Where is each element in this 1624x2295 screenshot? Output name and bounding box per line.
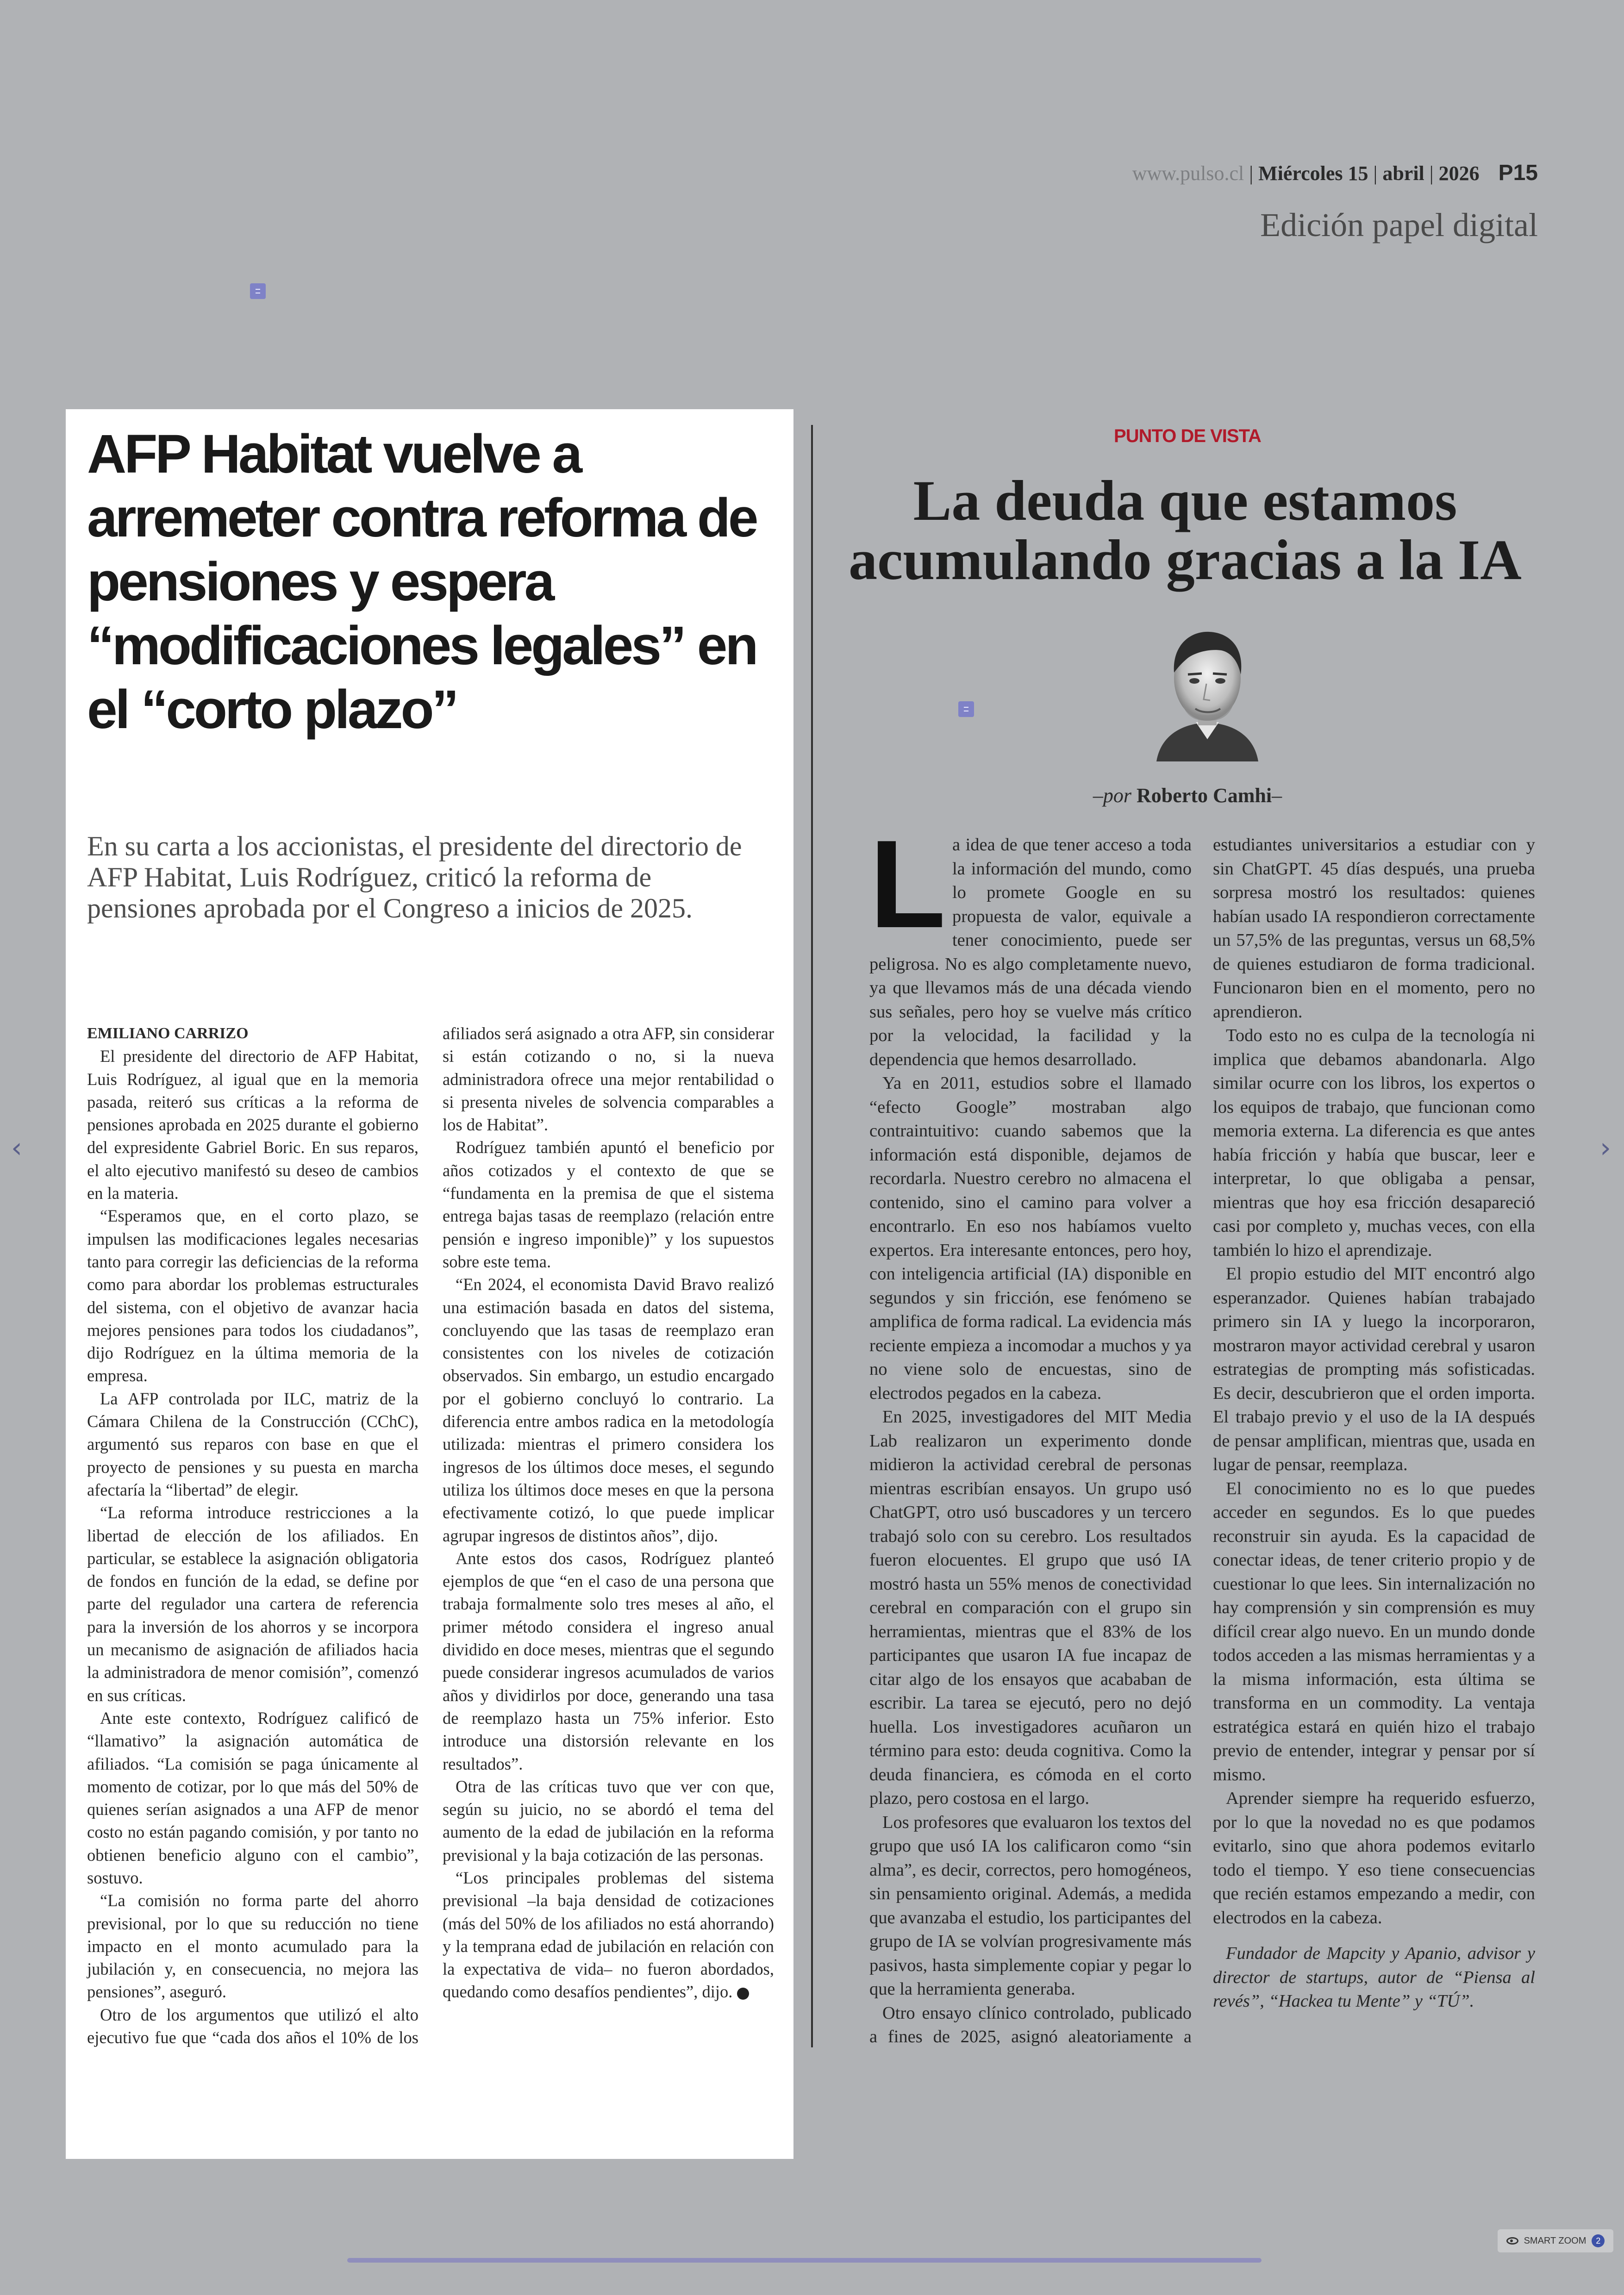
- left-article-headline: AFP Habitat vuelve a arremeter contra reforma de pensiones y espera “modificaciones legales” en el “corto plazo”: [87, 424, 756, 740]
- site-url[interactable]: www.pulso.cl: [1132, 162, 1244, 185]
- body-paragraph: El presidente del directorio de AFP Habitat, Luis Rodríguez, al igual que en la memoria pasada, reiteró sus críticas a la reforma de pensiones aprobada en 2025 durante el gobierno del expresidente Gabriel Boric. En sus reparos, el alto ejecutivo manifestó su deseo de cambios en la materia.: [87, 1047, 418, 1203]
- note-marker-icon[interactable]: [250, 283, 266, 299]
- body-paragraph: Ya en 2011, estudios sobre el llamado “efecto Google” mostraban algo contraintuitivo: cuando sabemos que la información está disponible, dejamos de recordarla. Nuestro cerebro no almacena el contenido, sino el camino para volver a encontrarlo. En eso nos habíamos vuelto expertos. Era interesante entonces, pero hoy, con inteligencia artificial (IA) disponible en segundos y sin fricción, ese fenómeno se amplifica de forma radical. La evidencia más reciente empieza a incomodar a muchos y ya no viene solo de encuestas, sino de electrodos pegados en la cabeza.: [869, 1073, 1192, 1403]
- date-weekday-day: Miércoles 15: [1258, 162, 1368, 185]
- byline-prefix: –por: [1093, 784, 1132, 807]
- body-paragraph: Todo esto no es culpa de la tecnología ni implica que debamos abandonarla. Algo similar ocurre con los libros, los expertos o los equipos de trabajo, que funcionan como memoria externa. La diferencia es que antes había fricción y había que buscar, leer e interpretar, lo que obligaba a pensar, mientras que hoy esa fricción desapareció casi por completo y, muchas veces, con ella también lo hizo el aprendizaje.: [1213, 1026, 1535, 1260]
- body-paragraph: Otro ensayo clínico controlado, publicado a fines de 2025, asignó aleatoriamente a estudiantes universitarios a estudiar con y sin ChatGPT. 45 días después, una prueba sorpresa mostró los resultados: quienes habían usado IA respondieron correctamente un 57,5% de las preguntas, versus un 68,5% de quienes estudiaron de forma tradicional. Funcionaron bien en el momento, pero no aprendieron.: [869, 835, 1535, 2046]
- note-marker-icon[interactable]: [958, 701, 974, 717]
- body-paragraph: El propio estudio del MIT encontró algo esperanzador. Quienes habían trabajado primero sin IA y luego la incorporaron, mostraron mayor actividad cerebral y usaron estrategias de prompting más sofisticadas. Es decir, descubrieron que el orden importa. El trabajo previo y el uso de la IA después de pensar amplifican, mientras que, usada en lugar de pensar, reemplaza.: [1213, 1264, 1535, 1474]
- opinion-kicker: PUNTO DE VISTA: [1114, 426, 1261, 446]
- byline-suffix: –: [1272, 784, 1282, 807]
- body-paragraph: “La reforma introduce restricciones a la libertad de elección de los afiliados. En particular, se establece la asignación obligatoria de fondos en función de la edad, se define por parte del regulador una cartera de referencia para la inversión de los ahorros y se incorpora un mecanismo de asignación de afiliados hacia la administradora de menor comisión”, comenzó en sus críticas.: [87, 1503, 418, 1705]
- page-header-line: www.pulso.cl | Miércoles 15 | abril | 2026 P15: [1132, 161, 1538, 185]
- first-paragraph-text: a idea de que tener acceso a toda la información del mundo, como lo promete Google en su propuesta de valor, equivale a tener conocimiento, puede ser peligrosa. No es algo completamente nuevo, ya que llevamos más de una década viendo sus señales, pero hoy se vuelve más crítico por la velocidad, la facilidad y la dependencia que hemos desarrollado.: [869, 835, 1192, 1069]
- column-divider: [811, 425, 813, 2047]
- body-paragraph: Los profesores que evaluaron los textos del grupo que usó IA los calificaron como “sin alma”, es decir, correctos, pero homogéneos, sin pensamiento original. Además, a medida que avanzaba el estudio, los participantes del grupo de IA se volvían progresivamente más pasivos, hasta simplemente copiar y pegar lo que la herramienta generaba.: [869, 1812, 1192, 1999]
- byline-author: Roberto Camhi: [1137, 784, 1272, 807]
- page-number: P15: [1498, 161, 1538, 185]
- body-paragraph: Otra de las críticas tuvo que ver con que, según su juicio, no se abordó el tema del aumento de la edad de jubilación en la reforma previsional y la baja cotización de las personas.: [443, 1777, 774, 1865]
- drop-cap: L: [869, 815, 946, 954]
- body-paragraph: En 2025, investigadores del MIT Media Lab realizaron un experimento donde midieron la actividad cerebral de personas mientras escribían ensayos. Un grupo usó ChatGPT, otro usó buscadores y un tercero trabajó solo con su cerebro. Los resultados fueron elocuentes. El grupo que usó IA mostró hasta un 55% menos de conectividad cerebral en comparación con el grupo sin herramientas, mientras que el 83% de los participantes que usaron IA fue incapaz de citar algo de los ensayos que acababan de escribir. La tarea se ejecutó, pero no dejó huella. Los investigadores acuñaron un término para esto: deuda cognitiva. Como la deuda financiera, es cómoda en el corto plazo, pero costosa en el largo.: [869, 1407, 1192, 1808]
- body-paragraph: Ante este contexto, Rodríguez calificó de “llamativo” la asignación automática de afiliados. “La comisión se paga únicamente al momento de cotizar, por lo que más del 50% de quienes serían asignados a una AFP de menor costo no están pagando comisión, y por tanto no obtienen beneficio alguno con el cambio”, sostuvo.: [87, 1708, 418, 1887]
- opinion-byline: [852, 784, 1523, 807]
- body-paragraph: El conocimiento no es lo que puedes acceder en segundos. Es lo que puedes reconstruir sin ayuda. Es la capacidad de conectar ideas, de tener criterio propio y de cuestionar lo que lees. Sin internalización no hay comprensión y sin comprensión es muy difícil crear algo nuevo. En un mundo donde todos acceden a las mismas herramientas y a la misma información, esta última se transforma en un commodity. La ventaja estratégica estará en quién hizo el trabajo previo de entender, integrar y pensar por sí mismo.: [1213, 1478, 1535, 1784]
- date-month: abril: [1382, 162, 1424, 185]
- body-paragraph: “La comisión no forma parte del ahorro previsional, por lo que su reducción no tiene impacto en el monto acumulado para la jubilación y, en consecuencia, no mejora las pensiones”, aseguró.: [87, 1891, 418, 2002]
- author-credit: Fundador de Mapcity y Apanio, advisor y director de startups, autor de “Piensa al revés”, “Hackea tu Mente” y “TÚ”.: [1213, 1944, 1535, 2011]
- left-article-body: [87, 1022, 774, 2049]
- body-paragraph: Ante estos dos casos, Rodríguez planteó ejemplos de que “en el caso de una persona que trabaja formalmente solo tres meses al año, el primer método considera el ingreso anual dividido en doce meses, mientras que el segundo puede considerar ingresos acumulados de varios años y dividirlos por doce, generando una tasa de reemplazo hasta un 75% inferior. Esto introduce una distorsión relevante en los resultados”.: [443, 1548, 774, 1773]
- chevron-left-icon[interactable]: ‹: [11, 1132, 22, 1164]
- date-year: 2026: [1438, 162, 1480, 185]
- body-paragraph: La AFP controlada por ILC, matriz de la Cámara Chilena de la Construcción (CChC), argumentó sus reparos con base en que el proyecto de pensiones y su puesta en marcha afectaría la “libertad” de elegir.: [87, 1389, 418, 1499]
- body-paragraph: [869, 815, 1192, 1072]
- smart-zoom-button[interactable]: [1498, 2229, 1613, 2252]
- body-paragraph: “En 2024, el economista David Bravo realizó una estimación basada en datos del sistema, concluyendo que las tasas de reemplazo eran consistentes con los niveles de cotización observados. Sin embargo, un estudio encargado por el gobierno concluyó lo contrario. La diferencia entre ambos radica en la metodología utilizada: mientras el primero considera los ingresos de los últimos doce meses, el segundo utiliza los últimos doce meses en que la persona efectivamente cotizó, lo que puede implicar agrupar ingresos de distintos años”, dijo.: [443, 1275, 774, 1545]
- body-paragraph: Aprender siempre ha requerido esfuerzo, por lo que la novedad no es que podamos evitarlo, sino que ahora podemos evitarlo todo el tiempo. Y eso tiene consecuencias que recién estamos empezando a medir, con electrodos en la cabeza.: [1213, 1789, 1535, 1927]
- opinion-headline: La deuda que estamos acumulando gracias a la IA: [849, 469, 1522, 592]
- page-scrollbar[interactable]: [347, 2258, 1262, 2263]
- body-paragraph: “Esperamos que, en el corto plazo, se impulsen las modificaciones legales necesarias tanto para corregir las deficiencias de la reforma como para abordar los problemas estructurales del sistema, con el objetivo de avanzar hacia mejores pensiones para todos los ciudadanos”, dijo Rodríguez en la última memoria de la empresa.: [87, 1206, 418, 1385]
- left-article-author: EMILIANO CARRIZO: [87, 1025, 249, 1042]
- opinion-body: [869, 815, 1535, 2049]
- left-article-lede: En su carta a los accionistas, el presidente del directorio de AFP Habitat, Luis Rodríguez, criticó la reforma de pensiones aprobada por el Congreso a inicios de 2025.: [87, 831, 742, 923]
- body-paragraph-text: “Los principales problemas del sistema previsional –la baja densidad de cotizaciones (más del 50% de los afiliados no está ahorrando) y la temprana edad de jubilación en relación con la expectativa de vida– no fueron abordados, quedando como desafíos pendientes”, dijo.: [443, 1868, 774, 2002]
- body-paragraph: Otro de los argumentos que utilizó el alto ejecutivo fue que “cada dos años el 10% de los afiliados será asignado a otra AFP, sin considerar si están cotizando o no, si la nueva administradora ofrece una mejor rentabilidad o si presenta niveles de solvencia comparables a los de Habitat”.: [87, 1024, 774, 2047]
- edition-label: Edición papel digital: [1260, 206, 1538, 243]
- smart-zoom-label: SMART ZOOM: [1524, 2235, 1587, 2246]
- body-paragraph: Rodríguez también apuntó el beneficio por años cotizados y el contexto de que se “fundamenta en la premisa de que el sistema entrega bajas tasas de reemplazo (relación entre pensión e ingreso imponible)” y los supuestos sobre este tema.: [443, 1138, 774, 1271]
- eye-icon: [1506, 2237, 1518, 2245]
- end-mark-icon: [737, 1988, 749, 2000]
- author-portrait: [1147, 618, 1268, 761]
- body-paragraph-last: [443, 1866, 774, 2003]
- smart-zoom-badge: 2: [1592, 2234, 1605, 2247]
- chevron-right-icon[interactable]: ›: [1600, 1132, 1611, 1164]
